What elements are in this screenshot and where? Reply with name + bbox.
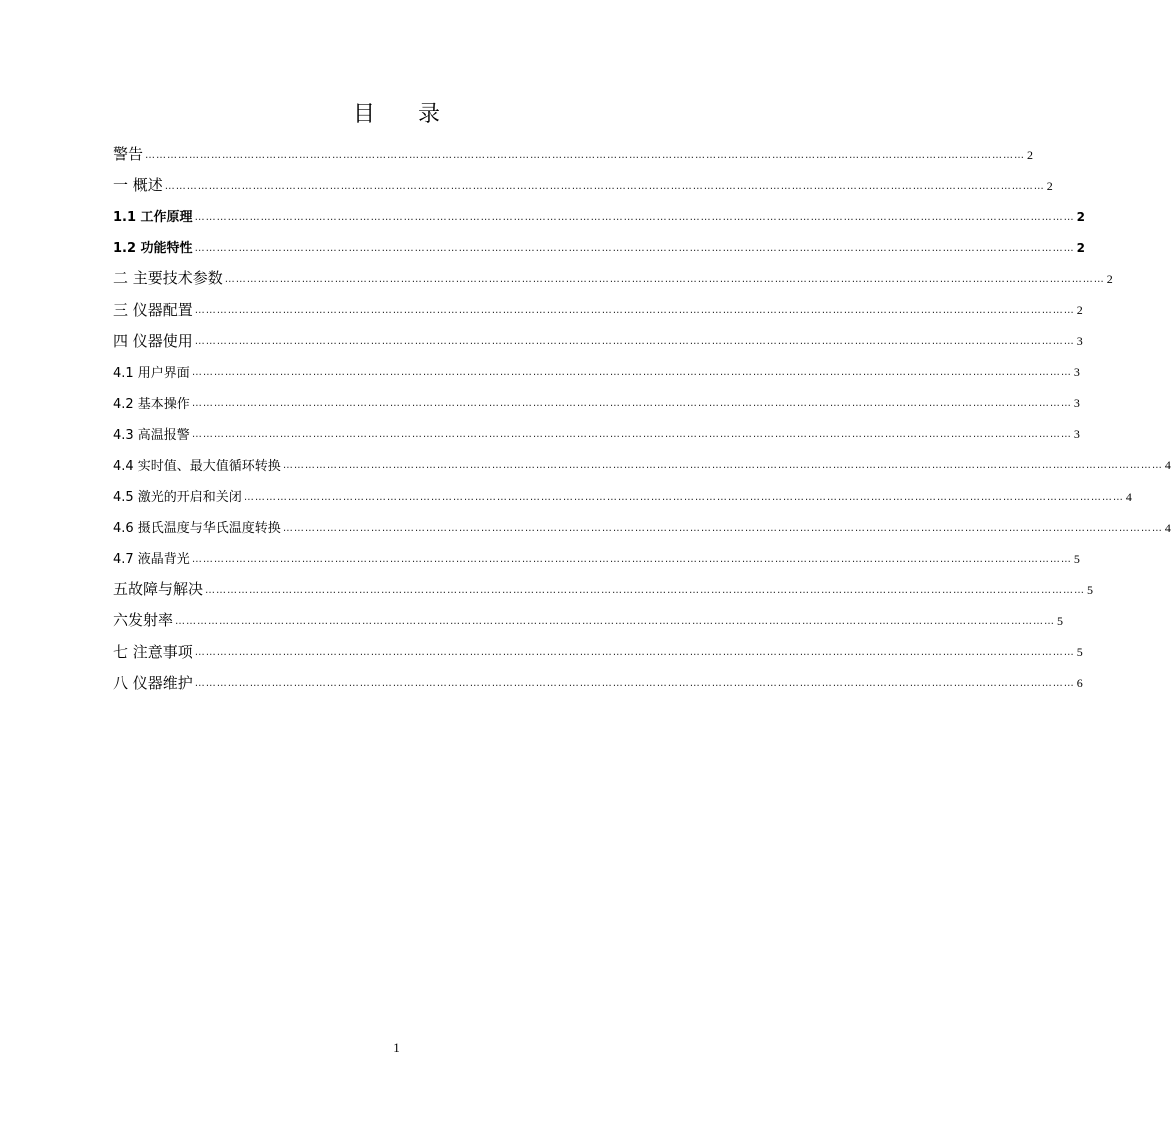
dot-leader: …………………………………………………………………………………………………………………………………………………………………………………………………………………… [224, 273, 1105, 285]
toc-entry-page: 3 [1076, 334, 1083, 349]
dot-leader: …………………………………………………………………………………………………………………………………………………………………………………………………………………… [145, 149, 1026, 161]
toc-entry-page: 2 [1076, 303, 1083, 318]
dot-leader: …………………………………………………………………………………………………………………………………………………………………………………………………………………… [191, 429, 1072, 441]
toc-entry-label: 4.1 用户界面 [113, 365, 190, 381]
toc-entry-label: 五故障与解决 [113, 580, 204, 599]
toc-entry-label: 4.5 激光的开启和关闭 [113, 490, 242, 506]
dot-leader: …………………………………………………………………………………………………………………………………………………………………………………………………………………… [175, 615, 1056, 627]
toc-entry-troubleshooting[interactable] [113, 573, 1094, 604]
toc-entry-page: 2 [1076, 241, 1085, 256]
dot-leader: …………………………………………………………………………………………………………………………………………………………………………………………………………………… [205, 584, 1086, 596]
toc-entry-features[interactable] [113, 231, 1085, 262]
toc-entry-label: 4.6 摄氏温度与华氏温度转换 [113, 521, 281, 537]
toc-entry-label: 三 仪器配置 [113, 300, 193, 319]
toc-entry-tech-params[interactable] [113, 262, 1113, 293]
toc-entry-page: 2 [1106, 271, 1113, 286]
toc-entry-label: 四 仪器使用 [113, 331, 193, 350]
toc-entry-label: 1.1 工作原理 [113, 210, 193, 226]
toc-entry-page: 3 [1073, 427, 1080, 442]
toc-entry-precautions[interactable] [113, 636, 1083, 667]
toc-entry-page: 5 [1057, 613, 1064, 628]
toc-entry-page: 5 [1087, 582, 1094, 597]
dot-leader: …………………………………………………………………………………………………………………………………………………………………………………………………………………… [194, 211, 1075, 223]
toc-entry-emissivity[interactable] [113, 604, 1064, 635]
toc-entry-page: 2 [1027, 147, 1034, 162]
dot-leader: …………………………………………………………………………………………………………………………………………………………………………………………………………………… [194, 242, 1075, 254]
toc-entry-high-temp-alarm[interactable] [113, 418, 1080, 449]
toc-entry-page: 4 [1164, 520, 1171, 535]
toc-entry-backlight[interactable] [113, 542, 1080, 573]
dot-leader: …………………………………………………………………………………………………………………………………………………………………………………………………………………… [194, 336, 1075, 348]
toc-entry-usage[interactable] [113, 325, 1083, 356]
toc-entry-label: 二 主要技术参数 [113, 269, 223, 288]
toc-entry-celsius-fahrenheit[interactable] [113, 511, 1171, 542]
toc-entry-label: 4.7 液晶背光 [113, 552, 190, 568]
dot-leader: …………………………………………………………………………………………………………………………………………………………………………………………………………………… [194, 305, 1075, 317]
toc-entry-user-interface[interactable] [113, 356, 1080, 387]
toc-entry-page: 4 [1164, 458, 1171, 473]
toc-entry-label: 4.2 基本操作 [113, 396, 190, 412]
toc-entry-warning[interactable] [113, 138, 1034, 169]
table-of-contents [113, 138, 1171, 698]
toc-entry-label: 4.4 实时值、最大值循环转换 [113, 458, 281, 474]
dot-leader: …………………………………………………………………………………………………………………………………………………………………………………………………………………… [191, 398, 1072, 410]
toc-entry-realtime-max[interactable] [113, 449, 1171, 480]
dot-leader: …………………………………………………………………………………………………………………………………………………………………………………………………………………… [194, 678, 1075, 690]
toc-entry-page: 5 [1073, 551, 1080, 566]
toc-entry-label: 4.3 高温报警 [113, 427, 190, 443]
toc-entry-basic-operation[interactable] [113, 387, 1080, 418]
toc-entry-label: 警告 [113, 145, 144, 164]
toc-entry-maintenance[interactable] [113, 667, 1083, 698]
dot-leader: …………………………………………………………………………………………………………………………………………………………………………………………………………………… [194, 647, 1075, 659]
toc-entry-page: 2 [1076, 210, 1085, 225]
dot-leader: …………………………………………………………………………………………………………………………………………………………………………………………………………………… [282, 522, 1163, 534]
dot-leader: …………………………………………………………………………………………………………………………………………………………………………………………………………………… [191, 367, 1072, 379]
page-number: 1 [393, 1040, 400, 1055]
toc-entry-working-principle[interactable] [113, 200, 1085, 231]
toc-entry-label: 八 仪器维护 [113, 673, 193, 692]
toc-entry-label: 七 注意事项 [113, 642, 193, 661]
toc-entry-label: 一 概述 [113, 176, 163, 195]
dot-leader: …………………………………………………………………………………………………………………………………………………………………………………………………………………… [164, 180, 1045, 192]
toc-entry-label: 六发射率 [113, 611, 174, 630]
toc-entry-laser[interactable] [113, 480, 1132, 511]
toc-entry-overview[interactable] [113, 169, 1053, 200]
toc-entry-label: 1.2 功能特性 [113, 241, 193, 257]
toc-entry-page: 3 [1073, 396, 1080, 411]
toc-title: 目 录 [353, 102, 458, 127]
dot-leader: …………………………………………………………………………………………………………………………………………………………………………………………………………………… [191, 553, 1072, 565]
toc-entry-configuration[interactable] [113, 293, 1083, 324]
toc-entry-page: 6 [1076, 676, 1083, 691]
toc-entry-page: 5 [1076, 645, 1083, 660]
toc-entry-page: 2 [1046, 178, 1053, 193]
toc-entry-page: 4 [1125, 489, 1132, 504]
dot-leader: …………………………………………………………………………………………………………………………………………………………………………………………………………………… [243, 491, 1124, 503]
dot-leader: …………………………………………………………………………………………………………………………………………………………………………………………………………………… [282, 460, 1163, 472]
toc-entry-page: 3 [1073, 365, 1080, 380]
